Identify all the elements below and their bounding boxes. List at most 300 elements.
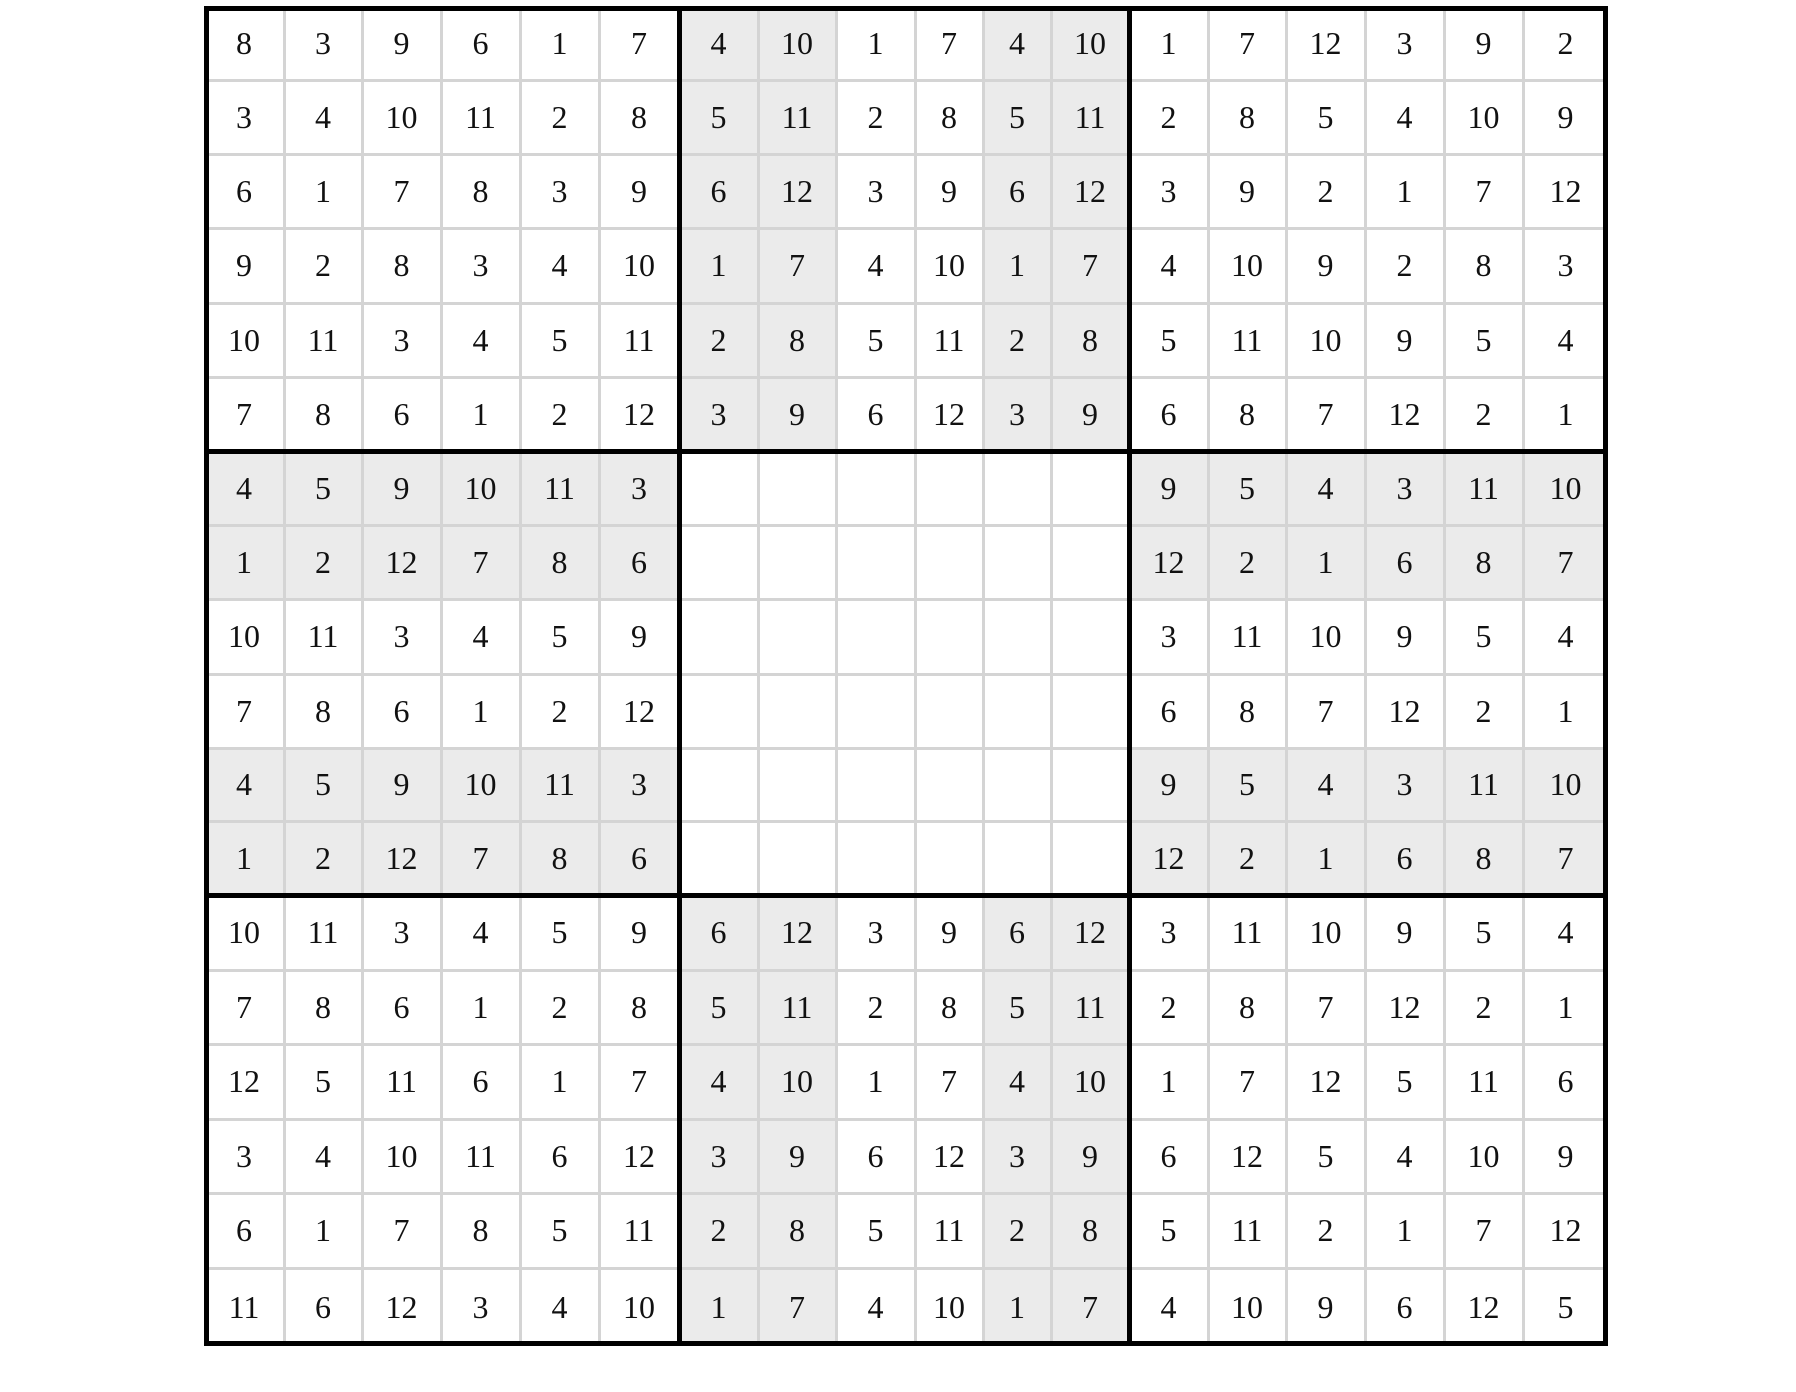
- cell-r18-c11[interactable]: 1: [983, 1268, 1051, 1346]
- cell-r6-c3[interactable]: 6: [362, 377, 441, 451]
- cell-r11-c16[interactable]: 3: [1365, 748, 1444, 821]
- cell-r6-c11[interactable]: 3: [983, 377, 1051, 451]
- cell-r17-c13[interactable]: 5: [1129, 1193, 1208, 1268]
- cell-r11-c12[interactable]: [1051, 748, 1129, 821]
- cell-r14-c18[interactable]: 1: [1523, 970, 1608, 1044]
- cell-r2-c8[interactable]: 11: [758, 80, 836, 154]
- cell-r13-c18[interactable]: 4: [1523, 895, 1608, 970]
- cell-r9-c4[interactable]: 4: [441, 599, 520, 674]
- cell-r15-c18[interactable]: 6: [1523, 1044, 1608, 1119]
- cell-r4-c16[interactable]: 2: [1365, 228, 1444, 303]
- cell-r8-c11[interactable]: [983, 525, 1051, 599]
- cell-r5-c9[interactable]: 5: [836, 303, 915, 377]
- cell-r18-c2[interactable]: 6: [284, 1268, 362, 1346]
- cell-r12-c2[interactable]: 2: [284, 821, 362, 895]
- cell-r7-c18[interactable]: 10: [1523, 451, 1608, 525]
- cell-r8-c5[interactable]: 8: [520, 525, 599, 599]
- cell-r16-c3[interactable]: 10: [362, 1119, 441, 1193]
- cell-r18-c13[interactable]: 4: [1129, 1268, 1208, 1346]
- cell-r2-c17[interactable]: 10: [1444, 80, 1523, 154]
- cell-r2-c11[interactable]: 5: [983, 80, 1051, 154]
- cell-r12-c11[interactable]: [983, 821, 1051, 895]
- cell-r18-c5[interactable]: 4: [520, 1268, 599, 1346]
- cell-r11-c7[interactable]: [679, 748, 758, 821]
- cell-r14-c14[interactable]: 8: [1208, 970, 1286, 1044]
- cell-r5-c4[interactable]: 4: [441, 303, 520, 377]
- cell-r18-c1[interactable]: 11: [204, 1268, 284, 1346]
- cell-r17-c8[interactable]: 8: [758, 1193, 836, 1268]
- cell-r5-c16[interactable]: 9: [1365, 303, 1444, 377]
- cell-r6-c6[interactable]: 12: [599, 377, 679, 451]
- cell-r7-c17[interactable]: 11: [1444, 451, 1523, 525]
- cell-r6-c5[interactable]: 2: [520, 377, 599, 451]
- cell-r1-c17[interactable]: 9: [1444, 6, 1523, 80]
- cell-r11-c10[interactable]: [915, 748, 983, 821]
- cell-r14-c5[interactable]: 2: [520, 970, 599, 1044]
- cell-r7-c5[interactable]: 11: [520, 451, 599, 525]
- cell-r18-c7[interactable]: 1: [679, 1268, 758, 1346]
- cell-r17-c16[interactable]: 1: [1365, 1193, 1444, 1268]
- cell-r18-c15[interactable]: 9: [1286, 1268, 1365, 1346]
- cell-r5-c6[interactable]: 11: [599, 303, 679, 377]
- cell-r15-c12[interactable]: 10: [1051, 1044, 1129, 1119]
- cell-r17-c11[interactable]: 2: [983, 1193, 1051, 1268]
- cell-r11-c17[interactable]: 11: [1444, 748, 1523, 821]
- cell-r11-c9[interactable]: [836, 748, 915, 821]
- cell-r3-c14[interactable]: 9: [1208, 154, 1286, 228]
- cell-r13-c1[interactable]: 10: [204, 895, 284, 970]
- cell-r7-c1[interactable]: 4: [204, 451, 284, 525]
- cell-r4-c11[interactable]: 1: [983, 228, 1051, 303]
- cell-r9-c14[interactable]: 11: [1208, 599, 1286, 674]
- cell-r17-c1[interactable]: 6: [204, 1193, 284, 1268]
- cell-r11-c15[interactable]: 4: [1286, 748, 1365, 821]
- cell-r7-c9[interactable]: [836, 451, 915, 525]
- cell-r18-c16[interactable]: 6: [1365, 1268, 1444, 1346]
- cell-r4-c8[interactable]: 7: [758, 228, 836, 303]
- cell-r3-c9[interactable]: 3: [836, 154, 915, 228]
- cell-r2-c12[interactable]: 11: [1051, 80, 1129, 154]
- cell-r4-c2[interactable]: 2: [284, 228, 362, 303]
- cell-r14-c9[interactable]: 2: [836, 970, 915, 1044]
- cell-r11-c13[interactable]: 9: [1129, 748, 1208, 821]
- cell-r4-c4[interactable]: 3: [441, 228, 520, 303]
- cell-r5-c3[interactable]: 3: [362, 303, 441, 377]
- cell-r1-c14[interactable]: 7: [1208, 6, 1286, 80]
- cell-r10-c2[interactable]: 8: [284, 674, 362, 748]
- cell-r15-c16[interactable]: 5: [1365, 1044, 1444, 1119]
- cell-r12-c16[interactable]: 6: [1365, 821, 1444, 895]
- cell-r10-c4[interactable]: 1: [441, 674, 520, 748]
- cell-r15-c6[interactable]: 7: [599, 1044, 679, 1119]
- cell-r12-c3[interactable]: 12: [362, 821, 441, 895]
- cell-r2-c14[interactable]: 8: [1208, 80, 1286, 154]
- cell-r1-c9[interactable]: 1: [836, 6, 915, 80]
- cell-r12-c14[interactable]: 2: [1208, 821, 1286, 895]
- cell-r11-c5[interactable]: 11: [520, 748, 599, 821]
- cell-r16-c1[interactable]: 3: [204, 1119, 284, 1193]
- cell-r14-c15[interactable]: 7: [1286, 970, 1365, 1044]
- cell-r10-c5[interactable]: 2: [520, 674, 599, 748]
- cell-r6-c13[interactable]: 6: [1129, 377, 1208, 451]
- cell-r15-c13[interactable]: 1: [1129, 1044, 1208, 1119]
- cell-r7-c6[interactable]: 3: [599, 451, 679, 525]
- cell-r15-c10[interactable]: 7: [915, 1044, 983, 1119]
- cell-r3-c3[interactable]: 7: [362, 154, 441, 228]
- cell-r14-c10[interactable]: 8: [915, 970, 983, 1044]
- cell-r16-c17[interactable]: 10: [1444, 1119, 1523, 1193]
- cell-r7-c8[interactable]: [758, 451, 836, 525]
- cell-r17-c15[interactable]: 2: [1286, 1193, 1365, 1268]
- cell-r1-c5[interactable]: 1: [520, 6, 599, 80]
- cell-r15-c4[interactable]: 6: [441, 1044, 520, 1119]
- cell-r9-c2[interactable]: 11: [284, 599, 362, 674]
- cell-r2-c1[interactable]: 3: [204, 80, 284, 154]
- cell-r16-c4[interactable]: 11: [441, 1119, 520, 1193]
- cell-r2-c2[interactable]: 4: [284, 80, 362, 154]
- cell-r17-c18[interactable]: 12: [1523, 1193, 1608, 1268]
- cell-r2-c13[interactable]: 2: [1129, 80, 1208, 154]
- cell-r13-c5[interactable]: 5: [520, 895, 599, 970]
- cell-r8-c6[interactable]: 6: [599, 525, 679, 599]
- cell-r3-c2[interactable]: 1: [284, 154, 362, 228]
- cell-r3-c17[interactable]: 7: [1444, 154, 1523, 228]
- cell-r13-c4[interactable]: 4: [441, 895, 520, 970]
- cell-r1-c1[interactable]: 8: [204, 6, 284, 80]
- cell-r6-c2[interactable]: 8: [284, 377, 362, 451]
- cell-r3-c12[interactable]: 12: [1051, 154, 1129, 228]
- cell-r13-c9[interactable]: 3: [836, 895, 915, 970]
- cell-r9-c10[interactable]: [915, 599, 983, 674]
- cell-r14-c4[interactable]: 1: [441, 970, 520, 1044]
- cell-r5-c17[interactable]: 5: [1444, 303, 1523, 377]
- cell-r8-c17[interactable]: 8: [1444, 525, 1523, 599]
- cell-r11-c3[interactable]: 9: [362, 748, 441, 821]
- cell-r17-c7[interactable]: 2: [679, 1193, 758, 1268]
- cell-r11-c14[interactable]: 5: [1208, 748, 1286, 821]
- cell-r16-c9[interactable]: 6: [836, 1119, 915, 1193]
- cell-r4-c14[interactable]: 10: [1208, 228, 1286, 303]
- cell-r8-c2[interactable]: 2: [284, 525, 362, 599]
- cell-r8-c7[interactable]: [679, 525, 758, 599]
- cell-r15-c11[interactable]: 4: [983, 1044, 1051, 1119]
- cell-r12-c8[interactable]: [758, 821, 836, 895]
- cell-r18-c3[interactable]: 12: [362, 1268, 441, 1346]
- cell-r13-c3[interactable]: 3: [362, 895, 441, 970]
- cell-r2-c10[interactable]: 8: [915, 80, 983, 154]
- cell-r15-c3[interactable]: 11: [362, 1044, 441, 1119]
- cell-r9-c1[interactable]: 10: [204, 599, 284, 674]
- cell-r13-c6[interactable]: 9: [599, 895, 679, 970]
- cell-r12-c18[interactable]: 7: [1523, 821, 1608, 895]
- cell-r7-c10[interactable]: [915, 451, 983, 525]
- cell-r1-c4[interactable]: 6: [441, 6, 520, 80]
- cell-r1-c18[interactable]: 2: [1523, 6, 1608, 80]
- cell-r12-c4[interactable]: 7: [441, 821, 520, 895]
- cell-r9-c3[interactable]: 3: [362, 599, 441, 674]
- cell-r2-c3[interactable]: 10: [362, 80, 441, 154]
- cell-r15-c8[interactable]: 10: [758, 1044, 836, 1119]
- cell-r4-c1[interactable]: 9: [204, 228, 284, 303]
- cell-r3-c6[interactable]: 9: [599, 154, 679, 228]
- cell-r5-c7[interactable]: 2: [679, 303, 758, 377]
- cell-r8-c9[interactable]: [836, 525, 915, 599]
- cell-r3-c11[interactable]: 6: [983, 154, 1051, 228]
- cell-r15-c1[interactable]: 12: [204, 1044, 284, 1119]
- cell-r8-c12[interactable]: [1051, 525, 1129, 599]
- cell-r15-c17[interactable]: 11: [1444, 1044, 1523, 1119]
- cell-r16-c10[interactable]: 12: [915, 1119, 983, 1193]
- cell-r16-c14[interactable]: 12: [1208, 1119, 1286, 1193]
- cell-r8-c4[interactable]: 7: [441, 525, 520, 599]
- cell-r4-c18[interactable]: 3: [1523, 228, 1608, 303]
- cell-r1-c6[interactable]: 7: [599, 6, 679, 80]
- cell-r11-c6[interactable]: 3: [599, 748, 679, 821]
- cell-r10-c12[interactable]: [1051, 674, 1129, 748]
- cell-r9-c9[interactable]: [836, 599, 915, 674]
- cell-r6-c12[interactable]: 9: [1051, 377, 1129, 451]
- cell-r8-c13[interactable]: 12: [1129, 525, 1208, 599]
- cell-r5-c1[interactable]: 10: [204, 303, 284, 377]
- cell-r9-c8[interactable]: [758, 599, 836, 674]
- cell-r10-c17[interactable]: 2: [1444, 674, 1523, 748]
- cell-r6-c1[interactable]: 7: [204, 377, 284, 451]
- cell-r14-c2[interactable]: 8: [284, 970, 362, 1044]
- cell-r9-c17[interactable]: 5: [1444, 599, 1523, 674]
- cell-r7-c13[interactable]: 9: [1129, 451, 1208, 525]
- cell-r10-c11[interactable]: [983, 674, 1051, 748]
- cell-r6-c18[interactable]: 1: [1523, 377, 1608, 451]
- cell-r12-c17[interactable]: 8: [1444, 821, 1523, 895]
- cell-r6-c17[interactable]: 2: [1444, 377, 1523, 451]
- cell-r11-c4[interactable]: 10: [441, 748, 520, 821]
- cell-r7-c2[interactable]: 5: [284, 451, 362, 525]
- cell-r7-c16[interactable]: 3: [1365, 451, 1444, 525]
- cell-r13-c2[interactable]: 11: [284, 895, 362, 970]
- cell-r2-c18[interactable]: 9: [1523, 80, 1608, 154]
- cell-r10-c8[interactable]: [758, 674, 836, 748]
- cell-r5-c5[interactable]: 5: [520, 303, 599, 377]
- cell-r10-c13[interactable]: 6: [1129, 674, 1208, 748]
- cell-r17-c14[interactable]: 11: [1208, 1193, 1286, 1268]
- cell-r11-c2[interactable]: 5: [284, 748, 362, 821]
- cell-r15-c5[interactable]: 1: [520, 1044, 599, 1119]
- cell-r10-c14[interactable]: 8: [1208, 674, 1286, 748]
- cell-r10-c1[interactable]: 7: [204, 674, 284, 748]
- cell-r14-c13[interactable]: 2: [1129, 970, 1208, 1044]
- cell-r13-c15[interactable]: 10: [1286, 895, 1365, 970]
- cell-r9-c12[interactable]: [1051, 599, 1129, 674]
- cell-r4-c12[interactable]: 7: [1051, 228, 1129, 303]
- cell-r5-c10[interactable]: 11: [915, 303, 983, 377]
- cell-r12-c1[interactable]: 1: [204, 821, 284, 895]
- cell-r17-c12[interactable]: 8: [1051, 1193, 1129, 1268]
- cell-r3-c16[interactable]: 1: [1365, 154, 1444, 228]
- cell-r16-c13[interactable]: 6: [1129, 1119, 1208, 1193]
- cell-r18-c14[interactable]: 10: [1208, 1268, 1286, 1346]
- cell-r5-c15[interactable]: 10: [1286, 303, 1365, 377]
- cell-r11-c18[interactable]: 10: [1523, 748, 1608, 821]
- cell-r15-c7[interactable]: 4: [679, 1044, 758, 1119]
- cell-r12-c7[interactable]: [679, 821, 758, 895]
- cell-r4-c5[interactable]: 4: [520, 228, 599, 303]
- cell-r8-c10[interactable]: [915, 525, 983, 599]
- cell-r18-c8[interactable]: 7: [758, 1268, 836, 1346]
- cell-r17-c17[interactable]: 7: [1444, 1193, 1523, 1268]
- cell-r7-c4[interactable]: 10: [441, 451, 520, 525]
- cell-r18-c9[interactable]: 4: [836, 1268, 915, 1346]
- cell-r10-c3[interactable]: 6: [362, 674, 441, 748]
- cell-r18-c10[interactable]: 10: [915, 1268, 983, 1346]
- cell-r3-c8[interactable]: 12: [758, 154, 836, 228]
- cell-r16-c12[interactable]: 9: [1051, 1119, 1129, 1193]
- cell-r4-c17[interactable]: 8: [1444, 228, 1523, 303]
- cell-r8-c3[interactable]: 12: [362, 525, 441, 599]
- cell-r3-c18[interactable]: 12: [1523, 154, 1608, 228]
- cell-r18-c18[interactable]: 5: [1523, 1268, 1608, 1346]
- cell-r1-c8[interactable]: 10: [758, 6, 836, 80]
- cell-r5-c14[interactable]: 11: [1208, 303, 1286, 377]
- cell-r7-c14[interactable]: 5: [1208, 451, 1286, 525]
- cell-r10-c7[interactable]: [679, 674, 758, 748]
- cell-r1-c12[interactable]: 10: [1051, 6, 1129, 80]
- cell-r2-c6[interactable]: 8: [599, 80, 679, 154]
- cell-r17-c6[interactable]: 11: [599, 1193, 679, 1268]
- cell-r18-c17[interactable]: 12: [1444, 1268, 1523, 1346]
- cell-r5-c12[interactable]: 8: [1051, 303, 1129, 377]
- cell-r3-c13[interactable]: 3: [1129, 154, 1208, 228]
- cell-r8-c8[interactable]: [758, 525, 836, 599]
- cell-r18-c6[interactable]: 10: [599, 1268, 679, 1346]
- cell-r10-c9[interactable]: [836, 674, 915, 748]
- cell-r6-c8[interactable]: 9: [758, 377, 836, 451]
- cell-r6-c9[interactable]: 6: [836, 377, 915, 451]
- cell-r10-c10[interactable]: [915, 674, 983, 748]
- cell-r5-c11[interactable]: 2: [983, 303, 1051, 377]
- cell-r10-c16[interactable]: 12: [1365, 674, 1444, 748]
- cell-r7-c7[interactable]: [679, 451, 758, 525]
- cell-r16-c8[interactable]: 9: [758, 1119, 836, 1193]
- cell-r9-c16[interactable]: 9: [1365, 599, 1444, 674]
- cell-r13-c16[interactable]: 9: [1365, 895, 1444, 970]
- cell-r6-c14[interactable]: 8: [1208, 377, 1286, 451]
- cell-r1-c2[interactable]: 3: [284, 6, 362, 80]
- cell-r16-c15[interactable]: 5: [1286, 1119, 1365, 1193]
- cell-r14-c6[interactable]: 8: [599, 970, 679, 1044]
- cell-r14-c1[interactable]: 7: [204, 970, 284, 1044]
- cell-r1-c10[interactable]: 7: [915, 6, 983, 80]
- cell-r15-c2[interactable]: 5: [284, 1044, 362, 1119]
- cell-r16-c7[interactable]: 3: [679, 1119, 758, 1193]
- cell-r13-c12[interactable]: 12: [1051, 895, 1129, 970]
- cell-r7-c11[interactable]: [983, 451, 1051, 525]
- cell-r3-c15[interactable]: 2: [1286, 154, 1365, 228]
- cell-r8-c14[interactable]: 2: [1208, 525, 1286, 599]
- cell-r14-c7[interactable]: 5: [679, 970, 758, 1044]
- cell-r3-c4[interactable]: 8: [441, 154, 520, 228]
- cell-r16-c2[interactable]: 4: [284, 1119, 362, 1193]
- cell-r13-c11[interactable]: 6: [983, 895, 1051, 970]
- cell-r9-c18[interactable]: 4: [1523, 599, 1608, 674]
- cell-r8-c18[interactable]: 7: [1523, 525, 1608, 599]
- cell-r3-c10[interactable]: 9: [915, 154, 983, 228]
- cell-r8-c16[interactable]: 6: [1365, 525, 1444, 599]
- cell-r17-c2[interactable]: 1: [284, 1193, 362, 1268]
- cell-r12-c13[interactable]: 12: [1129, 821, 1208, 895]
- cell-r8-c1[interactable]: 1: [204, 525, 284, 599]
- cell-r17-c3[interactable]: 7: [362, 1193, 441, 1268]
- cell-r3-c7[interactable]: 6: [679, 154, 758, 228]
- cell-r7-c15[interactable]: 4: [1286, 451, 1365, 525]
- cell-r13-c10[interactable]: 9: [915, 895, 983, 970]
- cell-r5-c13[interactable]: 5: [1129, 303, 1208, 377]
- cell-r11-c8[interactable]: [758, 748, 836, 821]
- cell-r17-c4[interactable]: 8: [441, 1193, 520, 1268]
- cell-r12-c6[interactable]: 6: [599, 821, 679, 895]
- cell-r16-c16[interactable]: 4: [1365, 1119, 1444, 1193]
- cell-r13-c13[interactable]: 3: [1129, 895, 1208, 970]
- cell-r18-c12[interactable]: 7: [1051, 1268, 1129, 1346]
- cell-r4-c3[interactable]: 8: [362, 228, 441, 303]
- cell-r4-c15[interactable]: 9: [1286, 228, 1365, 303]
- cell-r1-c15[interactable]: 12: [1286, 6, 1365, 80]
- cell-r12-c12[interactable]: [1051, 821, 1129, 895]
- cell-r10-c18[interactable]: 1: [1523, 674, 1608, 748]
- cell-r3-c5[interactable]: 3: [520, 154, 599, 228]
- cell-r11-c11[interactable]: [983, 748, 1051, 821]
- cell-r2-c4[interactable]: 11: [441, 80, 520, 154]
- cell-r9-c15[interactable]: 10: [1286, 599, 1365, 674]
- cell-r16-c11[interactable]: 3: [983, 1119, 1051, 1193]
- cell-r1-c11[interactable]: 4: [983, 6, 1051, 80]
- cell-r15-c15[interactable]: 12: [1286, 1044, 1365, 1119]
- cell-r3-c1[interactable]: 6: [204, 154, 284, 228]
- cell-r1-c16[interactable]: 3: [1365, 6, 1444, 80]
- cell-r1-c13[interactable]: 1: [1129, 6, 1208, 80]
- cell-r16-c6[interactable]: 12: [599, 1119, 679, 1193]
- cell-r15-c14[interactable]: 7: [1208, 1044, 1286, 1119]
- cell-r16-c18[interactable]: 9: [1523, 1119, 1608, 1193]
- cell-r12-c9[interactable]: [836, 821, 915, 895]
- cell-r2-c5[interactable]: 2: [520, 80, 599, 154]
- cell-r12-c15[interactable]: 1: [1286, 821, 1365, 895]
- cell-r13-c7[interactable]: 6: [679, 895, 758, 970]
- cell-r6-c15[interactable]: 7: [1286, 377, 1365, 451]
- cell-r2-c16[interactable]: 4: [1365, 80, 1444, 154]
- cell-r7-c12[interactable]: [1051, 451, 1129, 525]
- cell-r7-c3[interactable]: 9: [362, 451, 441, 525]
- cell-r14-c8[interactable]: 11: [758, 970, 836, 1044]
- cell-r6-c10[interactable]: 12: [915, 377, 983, 451]
- cell-r16-c5[interactable]: 6: [520, 1119, 599, 1193]
- cell-r9-c5[interactable]: 5: [520, 599, 599, 674]
- cell-r4-c9[interactable]: 4: [836, 228, 915, 303]
- cell-r2-c9[interactable]: 2: [836, 80, 915, 154]
- cell-r17-c5[interactable]: 5: [520, 1193, 599, 1268]
- cell-r13-c14[interactable]: 11: [1208, 895, 1286, 970]
- cell-r6-c4[interactable]: 1: [441, 377, 520, 451]
- cell-r9-c7[interactable]: [679, 599, 758, 674]
- cell-r9-c11[interactable]: [983, 599, 1051, 674]
- cell-r5-c18[interactable]: 4: [1523, 303, 1608, 377]
- cell-r13-c8[interactable]: 12: [758, 895, 836, 970]
- cell-r2-c15[interactable]: 5: [1286, 80, 1365, 154]
- cell-r5-c2[interactable]: 11: [284, 303, 362, 377]
- cell-r5-c8[interactable]: 8: [758, 303, 836, 377]
- cell-r4-c6[interactable]: 10: [599, 228, 679, 303]
- cell-r2-c7[interactable]: 5: [679, 80, 758, 154]
- cell-r14-c3[interactable]: 6: [362, 970, 441, 1044]
